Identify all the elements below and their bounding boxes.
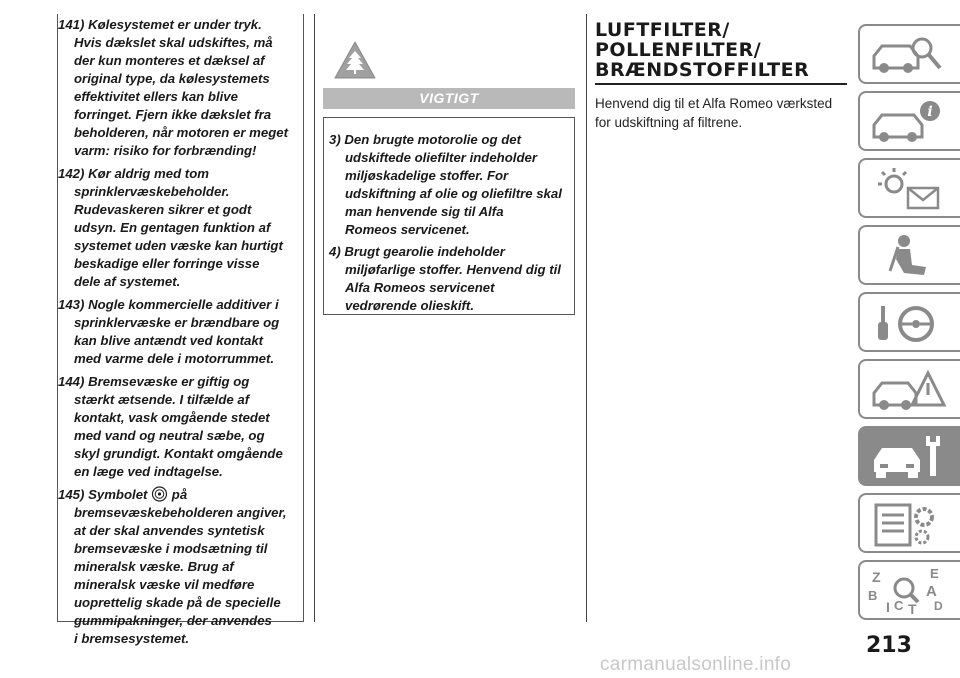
svg-text:I: I <box>886 599 890 615</box>
environment-warning-icon <box>333 40 377 80</box>
page-number: 213 <box>866 633 912 658</box>
note-144: 144) Bremsevæske er giftig og stærkt ætsende. I tilfælde af kontakt, vask omgående stedet med vand og neutral sæbe, og skyl grundigt. Kontakt omgående en læge ved indtagelse. <box>58 374 283 479</box>
tab-maintenance[interactable] <box>858 426 960 486</box>
svg-text:T: T <box>908 601 917 616</box>
title-underline <box>595 83 847 85</box>
car-breakdown-icon <box>868 365 948 415</box>
tab-car-search[interactable] <box>858 24 960 84</box>
warning-light-message-icon <box>868 164 948 214</box>
left-notes-box <box>57 14 304 646</box>
key-steering-wheel-icon <box>868 298 948 348</box>
svg-text:C: C <box>894 598 904 613</box>
tab-warning-lights[interactable] <box>858 158 960 218</box>
brake-fluid-symbol-icon <box>151 486 168 502</box>
svg-text:B: B <box>868 588 878 603</box>
column-divider <box>314 14 315 622</box>
note-3: 3) Den brugte motorolie og det udskiftede oliefilter indeholder miljøskadelige stoffer. For udskiftning af olie og oliefiltre skal man henvende sig til Alfa Romeos servicenet. <box>329 132 562 237</box>
important-header: VIGTIGT <box>323 88 575 109</box>
tab-emergency[interactable] <box>858 359 960 419</box>
note-143: 143) Nogle kommercielle additiver i sprinklervæske er brændbare og kan blive antændt ved kontakt med varme dele i motorrummet. <box>58 297 280 366</box>
note-141: 141) Kølesystemet er under tryk. Hvis dækslet skal udskiftes, må der kun monteres et dæksel af original type, da kølesystemets effektivitet ellers kan blive forringet. Fjern ikke dækslet fra beholderen, når motoren er meget varm: risiko for forbrænding! <box>58 17 288 158</box>
important-notes-box <box>323 117 575 315</box>
note-4: 4) Brugt gearolie indeholder miljøfarlige stoffer. Henvend dig til Alfa Romeos servicenet vedrørende olieskift. <box>329 244 561 313</box>
svg-text:Z: Z <box>872 569 881 585</box>
car-info-icon <box>868 97 948 147</box>
tab-controls[interactable] <box>858 292 960 352</box>
tab-index[interactable] <box>858 560 960 620</box>
tab-car-info[interactable] <box>858 91 960 151</box>
tab-specifications[interactable] <box>858 493 960 553</box>
section-title: LUFTFILTER/ POLLENFILTER/ BRÆNDSTOFFILTER <box>595 19 810 81</box>
alphabetical-index-icon <box>868 566 948 616</box>
svg-text:D: D <box>934 599 943 613</box>
tab-safety[interactable] <box>858 225 960 285</box>
seat-airbag-safety-icon <box>868 231 948 281</box>
section-body: Henvend dig til et Alfa Romeo værksted for udskiftning af filtrene. <box>595 96 833 130</box>
svg-text:i: i <box>927 104 933 120</box>
car-wrench-maintenance-icon <box>868 432 948 482</box>
note-142: 142) Kør aldrig med tom sprinklervæskebeholder. Rudevaskeren sikrer et godt udsyn. En gentagen funktion af systemet uden væske kan hurtigt beskadige eller forringe visse dele af systemet. <box>58 166 283 289</box>
car-search-icon <box>868 30 948 80</box>
watermark: carmanualsonline.info <box>600 654 792 675</box>
svg-text:A: A <box>926 583 937 600</box>
note-145: 145) Symbolet på bremsevæskebeholderen angiver, at der skal anvendes syntetisk bremsevæske i modsætning til mineralsk væske. Brug af mineralsk væske vil medføre uoprettelig skade på de specielle gummipakninger, der anvendes i bremsesystemet. <box>58 487 287 646</box>
column-divider <box>586 14 587 622</box>
svg-text:E: E <box>930 566 939 581</box>
specs-document-gear-icon <box>868 499 948 549</box>
